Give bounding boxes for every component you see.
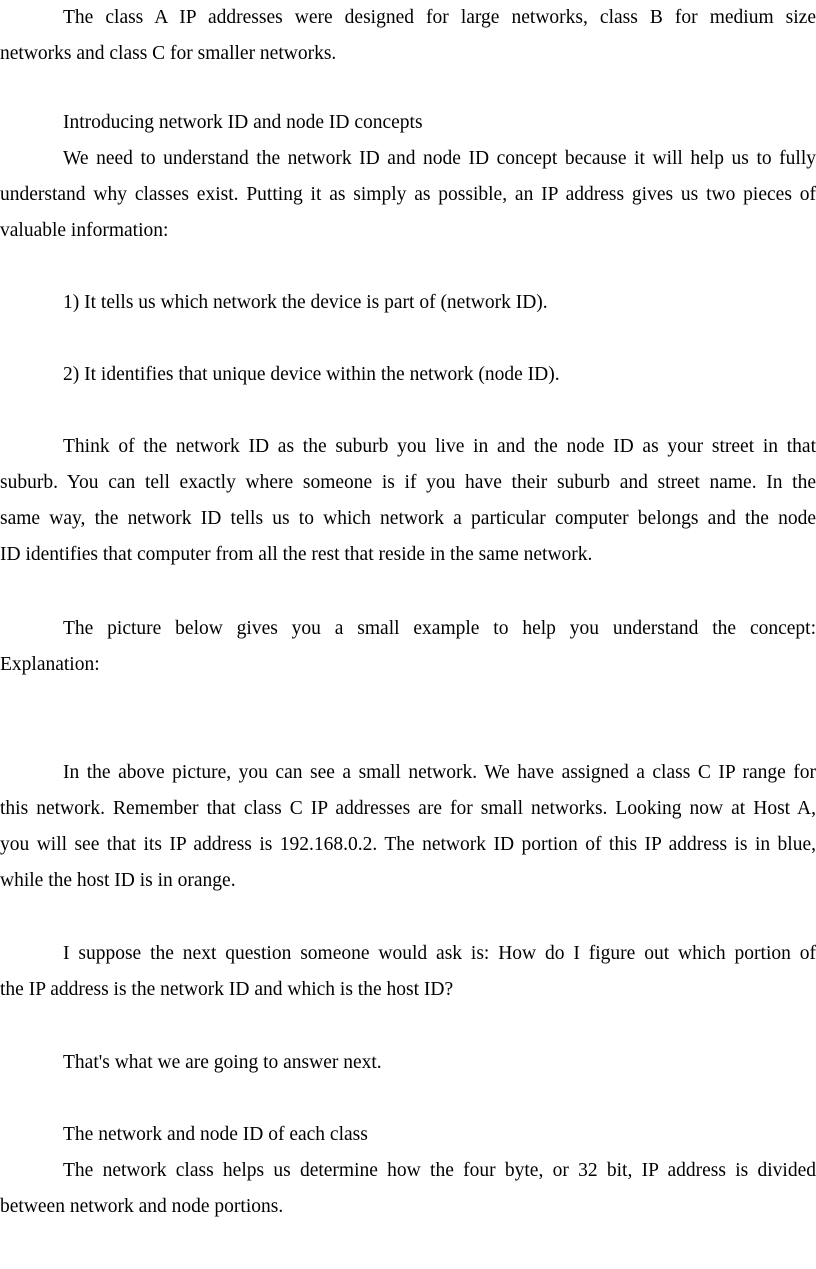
text-line: The network class helps us determine how the four byte, or 32 bit, IP address is divided	[63, 1160, 816, 1181]
paragraph-answer-next	[0, 1045, 816, 1081]
list-item-network-id	[0, 285, 816, 321]
text-line: 1) It tells us which network the device is part of (network ID).	[63, 292, 548, 313]
text-line: The picture below gives you a small example to help you understand the concept:	[63, 618, 816, 639]
text-line: valuable information:	[0, 220, 169, 241]
list-item-node-id	[0, 357, 816, 393]
text-line: ID identifies that computer from all the rest that reside in the same network.	[0, 544, 593, 565]
text-line: I suppose the next question someone would ask is: How do I figure out which portion of	[63, 943, 816, 964]
text-line: same way, the network ID tells us to which network a particular computer belongs and the node	[0, 508, 816, 529]
text-line: 2) It identifies that unique device within the network (node ID).	[63, 364, 560, 385]
explanation-label: Explanation:	[0, 654, 100, 675]
text-line: you will see that its IP address is 192.168.0.2. The network ID portion of this IP address is in blue,	[0, 834, 816, 855]
paragraph-next-question	[0, 936, 816, 1008]
paragraph-picture-intro	[0, 611, 816, 683]
text-line: suburb. You can tell exactly where someone is if you have their suburb and street name. In the	[0, 472, 816, 493]
section-heading-each-class	[0, 1117, 816, 1153]
text-line: That's what we are going to answer next.	[63, 1052, 382, 1073]
paragraph-suburb-analogy	[0, 429, 816, 573]
paragraph-class-intro	[0, 0, 816, 72]
text-line: between network and node portions.	[0, 1196, 284, 1217]
section-heading-network-node-concepts	[0, 105, 816, 141]
text-line: while the host ID is in orange.	[0, 870, 236, 891]
text-line: We need to understand the network ID and node ID concept because it will help us to fully	[63, 148, 816, 169]
heading-text: Introducing network ID and node ID concepts	[63, 112, 423, 133]
text-line: the IP address is the network ID and which is the host ID?	[0, 979, 454, 1000]
text-line: Think of the network ID as the suburb you live in and the node ID as your street in that	[63, 436, 816, 457]
text-line: this network. Remember that class C IP addresses are for small networks. Looking now at Host A,	[0, 798, 816, 819]
paragraph-concept-explanation	[0, 141, 816, 249]
paragraph-picture-explanation	[0, 755, 816, 899]
text-line: The class A IP addresses were designed for large networks, class B for medium size	[63, 7, 816, 28]
text-line: networks and class C for smaller networks.	[0, 43, 337, 64]
heading-text: The network and node ID of each class	[63, 1124, 368, 1145]
text-line: understand why classes exist. Putting it as simply as possible, an IP address gives us two pieces of	[0, 184, 816, 205]
text-line: In the above picture, you can see a small network. We have assigned a class C IP range for	[63, 762, 816, 783]
paragraph-class-division	[0, 1153, 816, 1225]
